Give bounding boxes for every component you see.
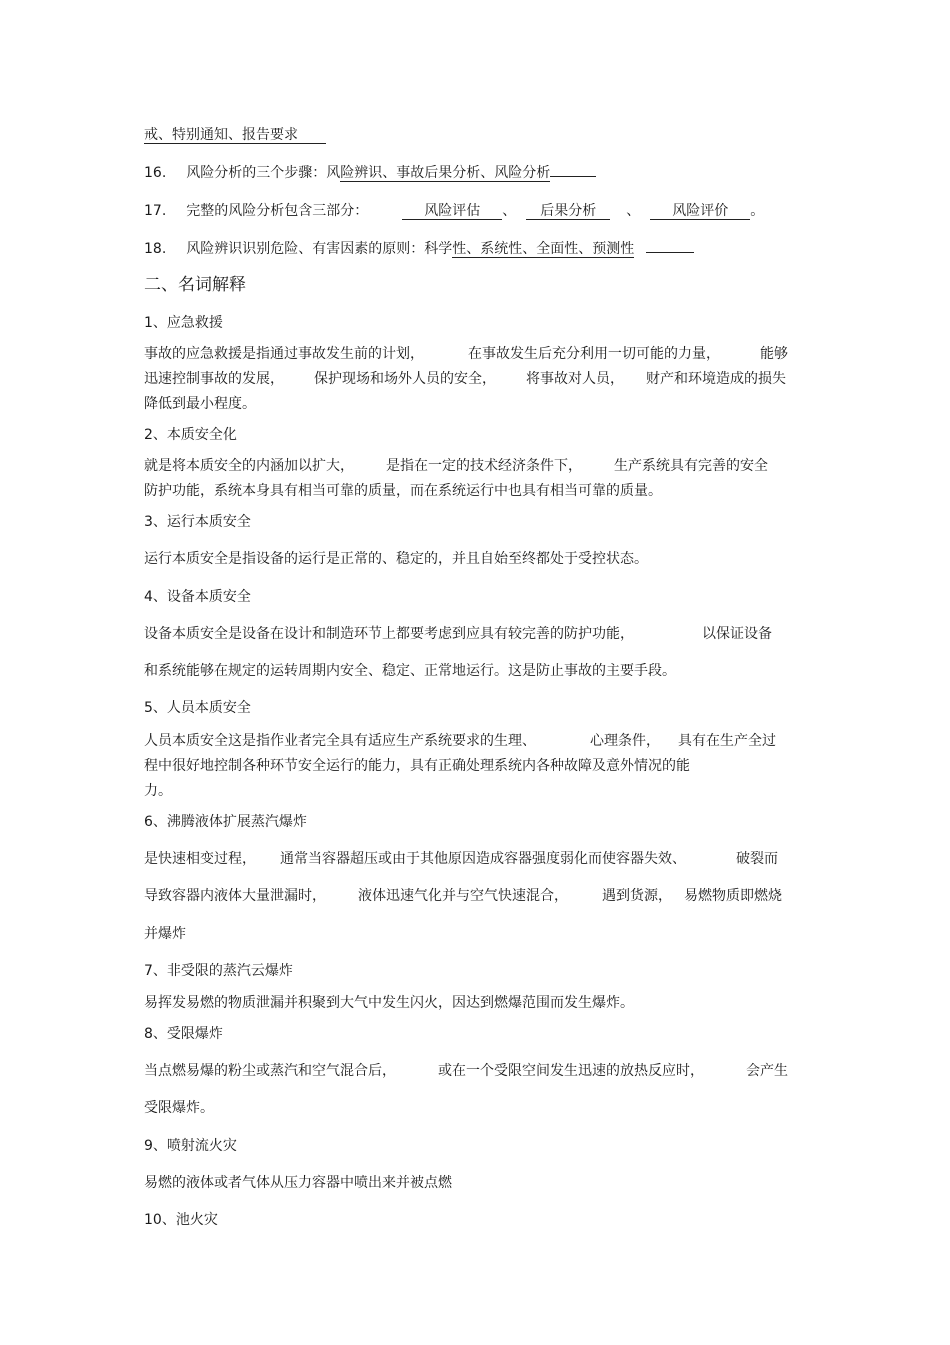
question-number: 17. xyxy=(144,203,167,219)
period: 。 xyxy=(750,203,765,219)
definition-line: 事故的应急救援是指通过事故发生前的计划， 在事故发生后充分利用一切可能的力量， 能够 xyxy=(144,346,788,362)
question-text: 风险辨识识别危险、有害因素的原则：科学 xyxy=(186,241,453,257)
definition-line: 并爆炸 xyxy=(144,926,186,942)
question-18 xyxy=(144,240,694,258)
term-heading: 4、设备本质安全 xyxy=(144,589,251,605)
definition-line: 易挥发易燃的物质泄漏并积聚到大气中发生闪火，因达到燃爆范围而发生爆炸。 xyxy=(144,995,634,1011)
definition-line: 导致容器内液体大量泄漏时， 液体迅速气化并与空气快速混合， 遇到货源， 易燃物质即燃烧 xyxy=(144,888,782,904)
separator: 、 xyxy=(502,203,517,219)
section-title: 二、名词解释 xyxy=(144,275,246,295)
term-heading: 10、池火灾 xyxy=(144,1212,218,1228)
answer-blank: 后果分析 xyxy=(526,203,610,220)
definition-line: 人员本质安全这是指作业者完全具有适应生产系统要求的生理、 心理条件， 具有在生产全过 xyxy=(144,733,776,749)
definition-line: 防护功能，系统本身具有相当可靠的质量，而在系统运行中也具有相当可靠的质量。 xyxy=(144,483,662,499)
answer-blank: 风险评价 xyxy=(650,203,750,220)
term-heading: 7、非受限的蒸汽云爆炸 xyxy=(144,963,293,979)
definition-line: 是快速相变过程， 通常当容器超压或由于其他原因造成容器强度弱化而使容器失效、 破裂而 xyxy=(144,851,778,867)
question-text: 完整的风险分析包含三部分： xyxy=(186,203,369,219)
answer-blank-tail xyxy=(646,252,694,253)
term-heading: 2、本质安全化 xyxy=(144,427,237,443)
definition-line: 当点燃易爆的粉尘或蒸汽和空气混合后， 或在一个受限空间发生迅速的放热反应时， 会产生 xyxy=(144,1063,788,1079)
term-heading: 8、受限爆炸 xyxy=(144,1026,223,1042)
question-number: 18. xyxy=(144,241,167,257)
term-heading: 1、应急救援 xyxy=(144,315,223,331)
definition-line: 程中很好地控制各种环节安全运行的能力，具有正确处理系统内各种故障及意外情况的能 xyxy=(144,758,690,774)
definition-line: 降低到最小程度。 xyxy=(144,396,256,412)
answer-blank: 风险评估 xyxy=(402,203,502,220)
question-text: 风险分析的三个步骤：风 xyxy=(186,165,341,181)
term-heading: 5、人员本质安全 xyxy=(144,700,251,716)
separator: 、 xyxy=(626,203,641,219)
definition-line: 就是将本质安全的内涵加以扩大， 是指在一定的技术经济条件下， 生产系统具有完善的安全 xyxy=(144,458,768,474)
answer-blank: 戒、特别通知、报告要求 xyxy=(144,127,326,144)
answer-blank-tail xyxy=(550,176,596,177)
question-16 xyxy=(144,164,596,182)
answer-blank: 性、系统性、全面性、预测性 xyxy=(452,241,635,257)
definition-line: 迅速控制事故的发展， 保护现场和场外人员的安全， 将事故对人员， 财产和环境造成的损失 xyxy=(144,371,786,387)
definition-line: 受限爆炸。 xyxy=(144,1100,214,1116)
continued-line xyxy=(144,126,326,144)
definition-line: 易燃的液体或者气体从压力容器中喷出来并被点燃 xyxy=(144,1175,452,1191)
question-number: 16. xyxy=(144,165,167,181)
term-heading: 6、沸腾液体扩展蒸汽爆炸 xyxy=(144,814,307,830)
question-17 xyxy=(144,202,764,220)
definition-line: 设备本质安全是设备在设计和制造环节上都要考虑到应具有较完善的防护功能， 以保证设备 xyxy=(144,626,772,642)
term-heading: 3、运行本质安全 xyxy=(144,514,251,530)
definition-line: 运行本质安全是指设备的运行是正常的、稳定的，并且自始至终都处于受控状态。 xyxy=(144,551,648,567)
definition-line: 力。 xyxy=(144,783,172,799)
answer-blank: 险辨识、事故后果分析、风险分析 xyxy=(340,165,551,181)
definition-line: 和系统能够在规定的运转周期内安全、稳定、正常地运行。这是防止事故的主要手段。 xyxy=(144,663,676,679)
term-heading: 9、喷射流火灾 xyxy=(144,1138,237,1154)
